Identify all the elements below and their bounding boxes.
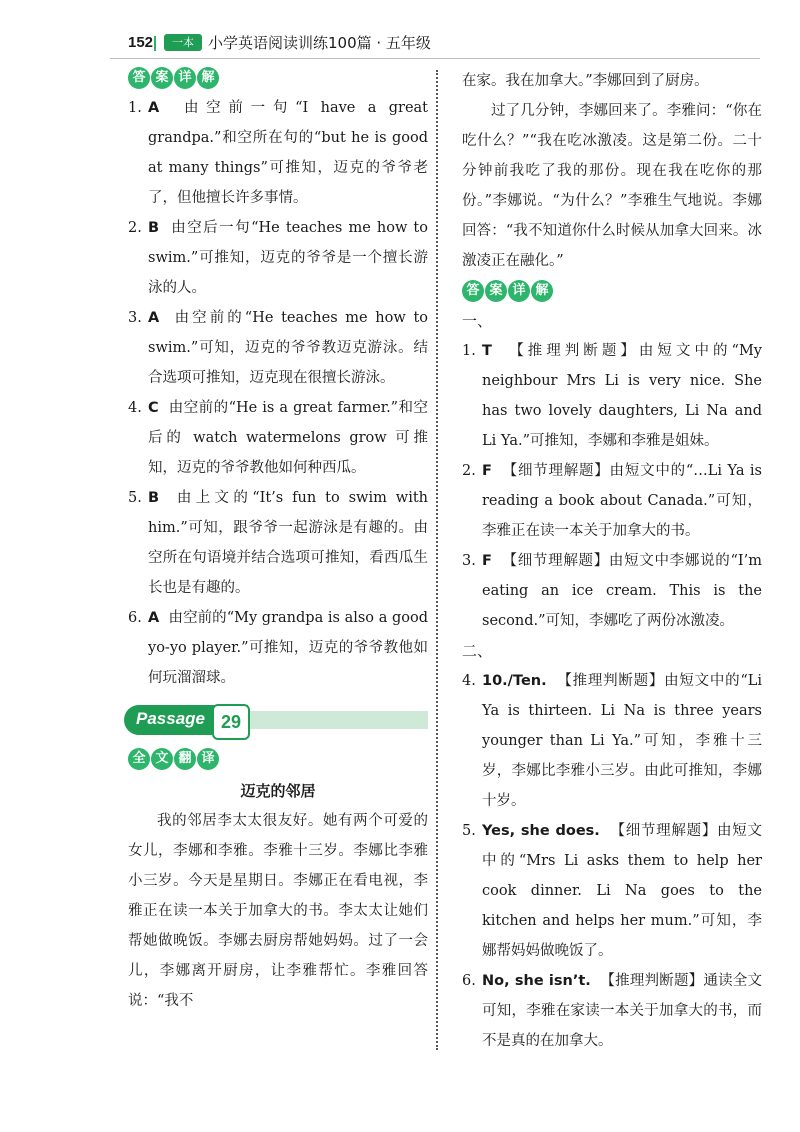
answer-number: 2.: [128, 220, 142, 236]
translation-title: 迈克的邻居: [240, 782, 316, 800]
answer-key: A: [148, 610, 160, 626]
answer-number: 4.: [462, 673, 476, 689]
badge-char: 译: [197, 748, 219, 770]
left-column: [128, 66, 428, 1016]
translation-paragraph: 我的邻居李太太很友好。她有两个可爱的女儿，李娜和李雅。李雅十三岁。李娜比李雅小三岁。今天是星期日。李娜正在看电视，李雅正在读一本关于加拿大的书。李太太让她们帮她做晚饭。李娜去厨房帮她妈妈。过了一会儿，李娜离开厨房，让李雅帮忙。李雅回答说：“我不: [128, 813, 428, 1009]
answer-item: [462, 456, 762, 546]
answer-key: 10./Ten.: [482, 673, 547, 689]
answer-number: 3.: [128, 310, 142, 326]
answer-text: 【推理判断题】由短文中的“My neighbour Mrs Li is very nice. She has two lovely daughters, Li Na and Li Ya.”可推知，李娜和李雅是姐妹。: [482, 343, 762, 449]
header-separator: [154, 36, 156, 51]
answer-item: [462, 816, 762, 966]
answer-item: [128, 393, 428, 483]
answer-number: 4.: [128, 400, 142, 416]
brand-logo: 一本: [164, 34, 202, 51]
answer-key: No, she isn’t.: [482, 973, 591, 989]
passage-number: 29: [212, 704, 250, 740]
badge-char: 详: [174, 67, 196, 89]
right-column: [462, 66, 762, 1056]
passage-banner: [124, 703, 424, 737]
badge-char: 案: [151, 67, 173, 89]
answer-number: 6.: [128, 610, 142, 626]
badge-char: 全: [128, 748, 150, 770]
badge-char: 文: [151, 748, 173, 770]
answer-key: B: [148, 490, 160, 506]
answer-item: [462, 336, 762, 456]
translation-paragraph: 过了几分钟，李娜回来了。李雅问：“你在吃什么？”“我在吃冰激凌。这是第二份。二十分钟前我吃了我的那份。现在我在吃你的那份。”李娜说。“为什么？”李雅生气地说。李娜回答：“我不知道你什么时候从加拿大回来。冰激凌正在融化。”: [462, 103, 762, 269]
page-header: [110, 32, 760, 62]
answer-key: T: [482, 343, 492, 359]
answer-text: 由上文的“It’s fun to swim with him.”可知，跟爷爷一起游泳是有趣的。由空所在句语境并结合选项可推知，看西瓜生长也是有趣的。: [148, 490, 428, 596]
answer-number: 3.: [462, 553, 476, 569]
answer-text: 【推理判断题】通读全文可知，李雅在家读一本关于加拿大的书，而不是真的在加拿大。: [482, 973, 762, 1049]
book-title: 小学英语阅读训练100篇 · 五年级: [208, 34, 431, 52]
badge-char: 翻: [174, 748, 196, 770]
answer-text: 【细节理解题】由短文中的“…Li Ya is reading a book about Canada.”可知，李雅正在读一本关于加拿大的书。: [482, 463, 762, 539]
answer-item: [462, 966, 762, 1056]
answer-text: 【细节理解题】由短文中李娜说的“I’m eating an ice cream. This is the second.”可知，李娜吃了两份冰激凌。: [482, 553, 763, 629]
answer-item: [462, 546, 762, 636]
answer-number: 5.: [128, 490, 142, 506]
section-heading: 一、: [462, 312, 493, 330]
answer-number: 5.: [462, 823, 476, 839]
badge-char: 解: [197, 67, 219, 89]
answer-explanation-badge: [128, 67, 220, 89]
column-divider: [436, 70, 438, 1050]
page-number: 152: [128, 34, 154, 51]
answer-key: Yes, she does.: [482, 823, 600, 839]
answer-key: C: [148, 400, 159, 416]
answer-text: 由空前的“He is a great farmer.”和空后的 watch watermelons grow 可推知，迈克的爷爷教他如何种西瓜。: [148, 400, 428, 476]
answer-text: 由空后一句“He teaches me how to swim.”可推知，迈克的爷爷是一个擅长游泳的人。: [148, 220, 428, 296]
passage-banner-tail: [250, 711, 428, 729]
answer-text: 由空前的“He teaches me how to swim.”可知，迈克的爷爷教迈克游泳。结合选项可推知，迈克现在很擅长游泳。: [148, 310, 429, 386]
passage-label: Passage: [136, 709, 205, 728]
answer-text: 【细节理解题】由短文中的“Mrs Li asks them to help her cook dinner. Li Na goes to the kitchen and helps her mum.”可知，李娜帮妈妈做晚饭了。: [482, 823, 763, 959]
answer-item: [128, 603, 428, 693]
answer-number: 1.: [128, 100, 142, 116]
answer-item: [128, 213, 428, 303]
answer-text: 【推理判断题】由短文中的“Li Ya is thirteen. Li Na is three years younger than Li Ya.”可知，李雅十三岁，李娜比李雅小三岁。由此可推知，李娜十岁。: [482, 673, 762, 809]
answer-number: 2.: [462, 463, 476, 479]
answer-item: [128, 93, 428, 213]
answer-key: F: [482, 553, 492, 569]
badge-char: 解: [531, 280, 553, 302]
answer-item: [128, 303, 428, 393]
badge-char: 详: [508, 280, 530, 302]
badge-char: 答: [128, 67, 150, 89]
answer-explanation-badge: [462, 280, 554, 302]
answer-key: A: [148, 100, 160, 116]
answer-item: [462, 666, 762, 816]
answer-number: 1.: [462, 343, 476, 359]
answer-text: 由空前的“My grandpa is also a good yo-yo player.”可推知，迈克的爷爷教他如何玩溜溜球。: [148, 610, 429, 686]
translation-paragraph-continued: 在家。我在加拿大。”李娜回到了厨房。: [462, 73, 709, 89]
answer-key: A: [148, 310, 160, 326]
answer-item: [128, 483, 428, 603]
badge-char: 案: [485, 280, 507, 302]
answer-text: 由空前一句“I have a great grandpa.”和空所在句的“but he is good at many things”可推知，迈克的爷爷老了，但他擅长许多事情。: [148, 100, 428, 206]
badge-char: 答: [462, 280, 484, 302]
full-translation-badge: [128, 748, 220, 770]
answer-key: F: [482, 463, 492, 479]
header-rule: [110, 58, 760, 59]
answer-key: B: [148, 220, 160, 236]
section-heading: 二、: [462, 642, 493, 660]
answer-number: 6.: [462, 973, 476, 989]
